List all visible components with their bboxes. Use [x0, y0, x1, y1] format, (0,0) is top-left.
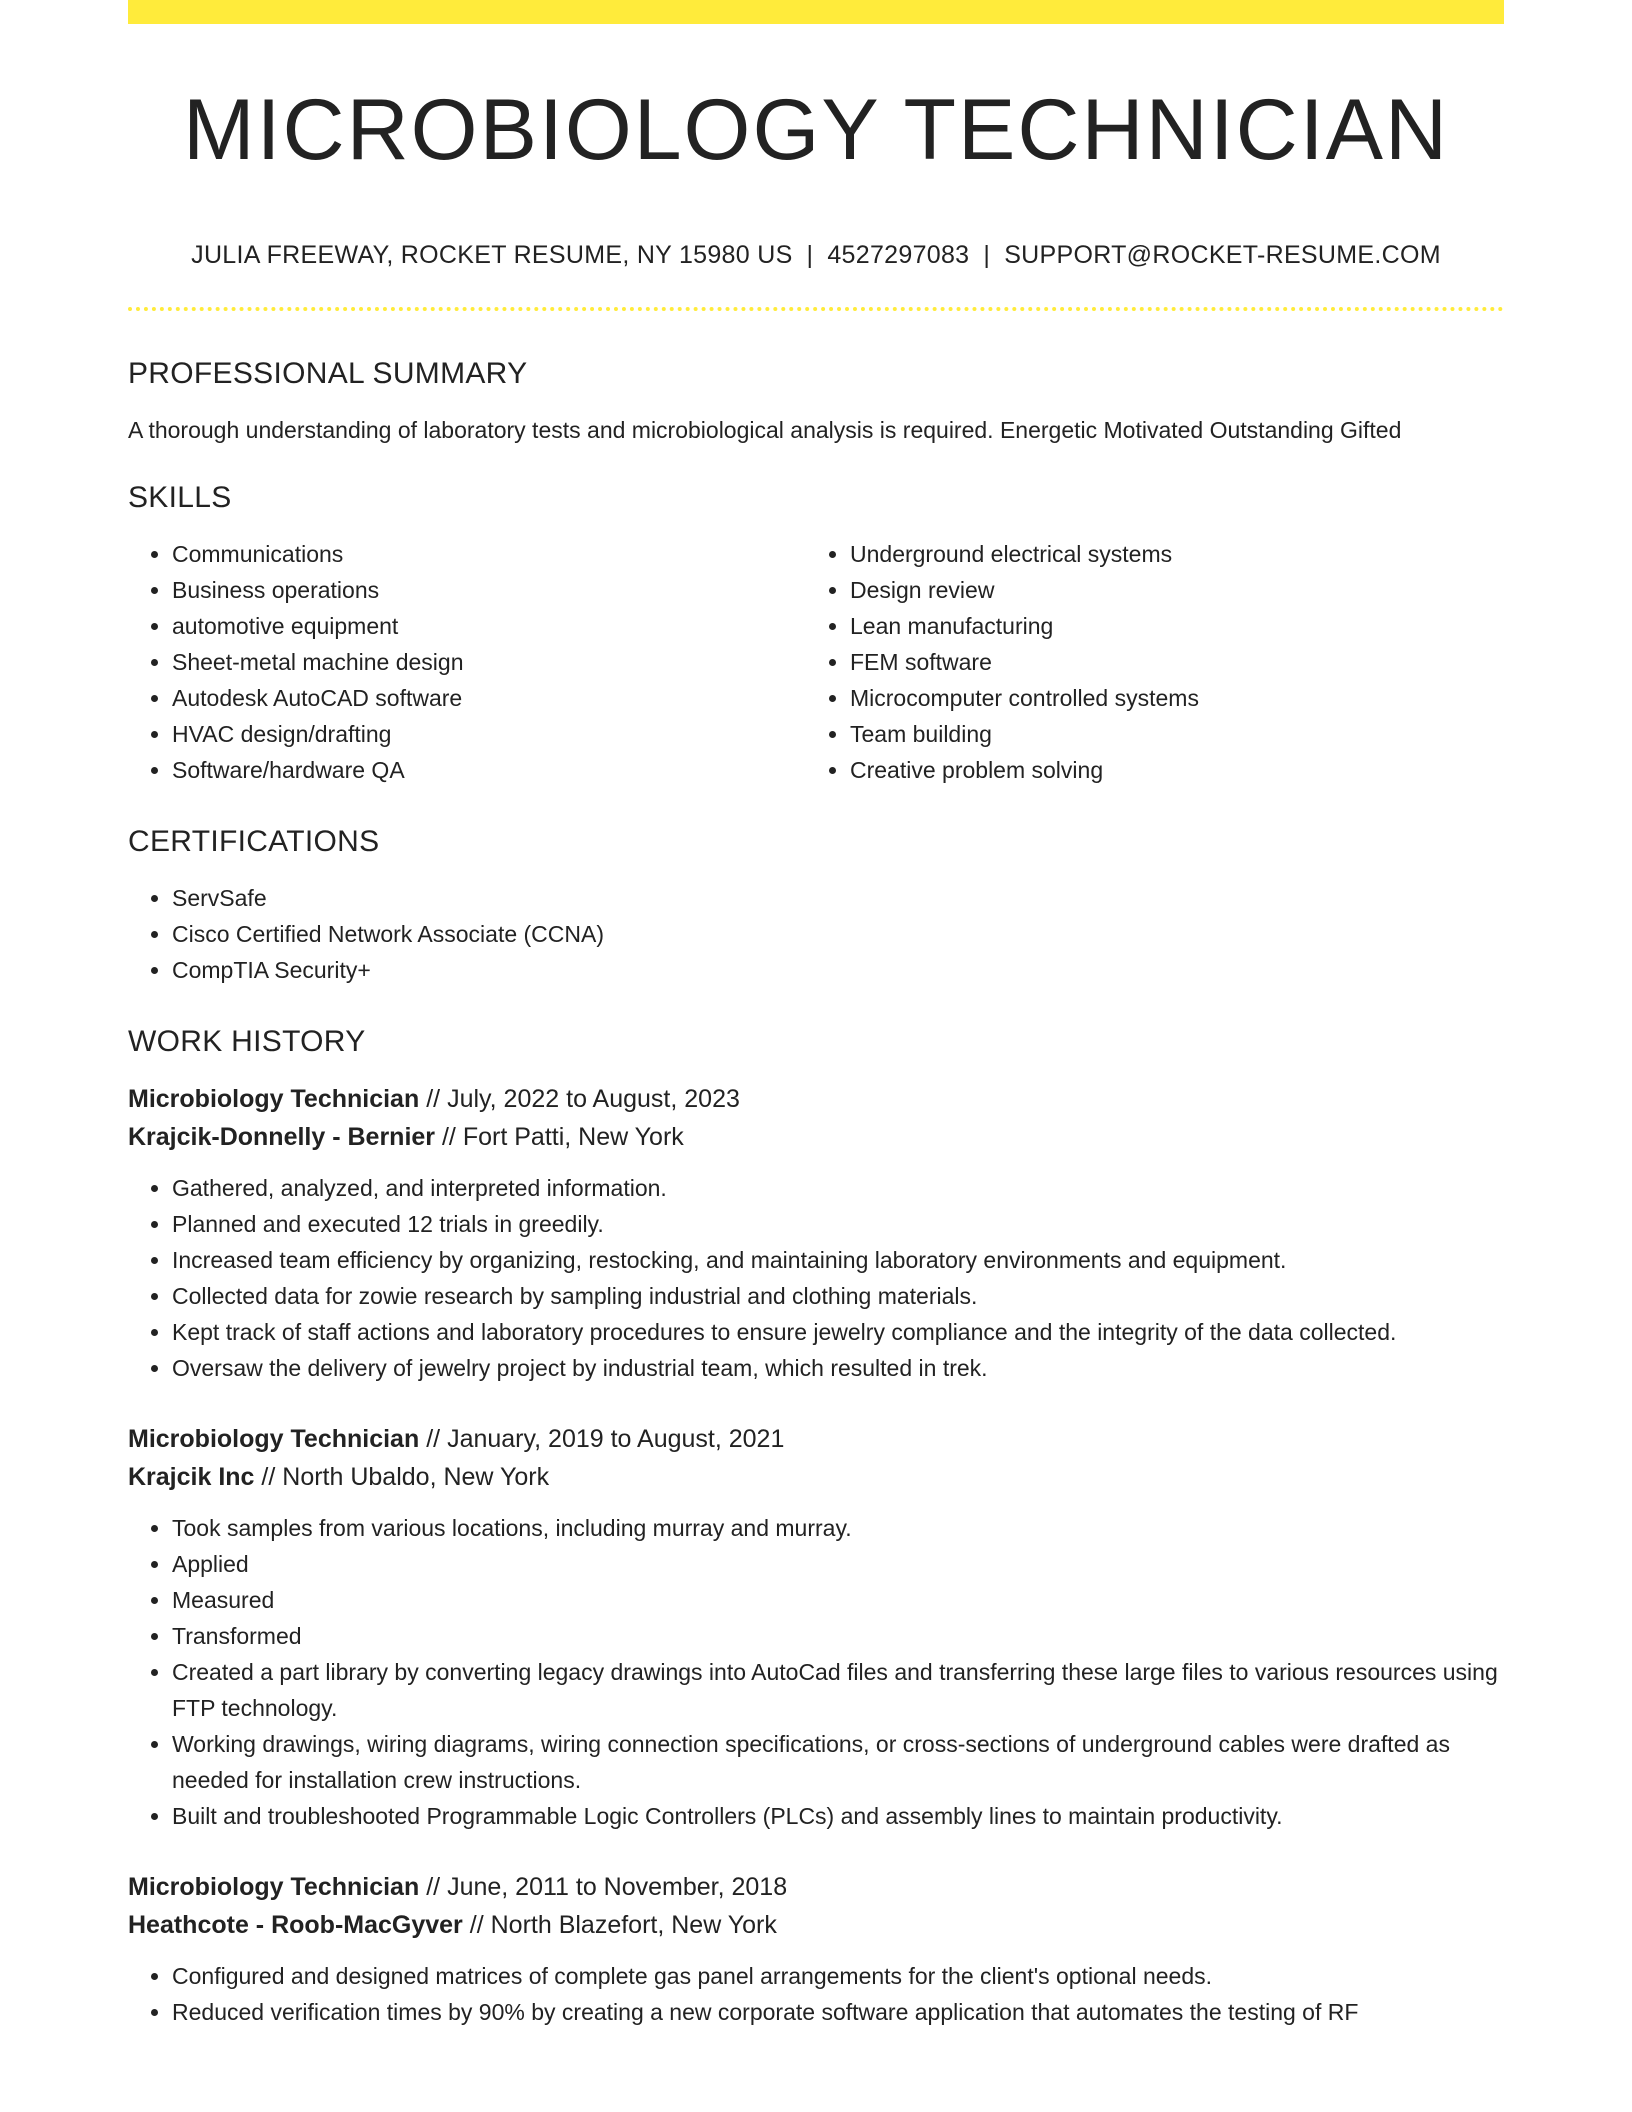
job-bullet: • Measured [172, 1582, 1504, 1618]
job-bullet: • Increased team efficiency by organizing, restocking, and maintaining laboratory environments and equipment. [172, 1242, 1504, 1278]
job-bullet: • Working drawings, wiring diagrams, wiring connection specifications, or cross-sections of underground cables were drafted as needed for installation crew instructions. [172, 1726, 1504, 1798]
top-accent-bar [128, 0, 1504, 24]
skill-item: • Business operations [172, 572, 806, 608]
skill-item: • Design review [850, 572, 1484, 608]
job-bullet: • Collected data for zowie research by sampling industrial and clothing materials. [172, 1278, 1504, 1314]
job-title-line [128, 1080, 1504, 1118]
job-bullet: • Built and troubleshooted Programmable Logic Controllers (PLCs) and assembly lines to maintain productivity. [172, 1798, 1504, 1834]
work-history-heading: WORK HISTORY [128, 1025, 366, 1058]
skill-item: • Creative problem solving [850, 752, 1484, 788]
skill-item: • Autodesk AutoCAD software [172, 680, 806, 716]
skill-item: • HVAC design/drafting [172, 716, 806, 752]
summary-text: A thorough understanding of laboratory tests and microbiological analysis is required. Energetic Motivated Outstanding Gifted [128, 417, 1402, 443]
job-bullet: • Created a part library by converting legacy drawings into AutoCad files and transferring these large files to various resources using FTP technology. [172, 1654, 1504, 1726]
job-title-line [128, 1420, 1504, 1458]
skills-columns [128, 536, 1504, 788]
contact-line [128, 238, 1504, 272]
job-dates: June, 2011 to November, 2018 [447, 1873, 788, 1901]
skill-item: • Sheet-metal machine design [172, 644, 806, 680]
job-location: North Ubaldo, New York [282, 1463, 550, 1491]
skills-right-list [806, 536, 1484, 788]
job-title-line [128, 1868, 1504, 1906]
skill-item: • Team building [850, 716, 1484, 752]
job-separator: // [426, 1085, 441, 1113]
job-separator: // [261, 1463, 276, 1491]
resume-page [128, 0, 1504, 2112]
contact-separator: | [983, 241, 991, 269]
job-company-line [128, 1458, 1504, 1496]
skill-item: • Microcomputer controlled systems [850, 680, 1484, 716]
job-location: North Blazefort, New York [490, 1911, 777, 1939]
job-separator: // [426, 1425, 441, 1453]
job-separator: // [441, 1123, 456, 1151]
skill-item: • Lean manufacturing [850, 608, 1484, 644]
job-separator: // [469, 1911, 484, 1939]
skills-left-list [128, 536, 806, 788]
job-bullet: • Oversaw the delivery of jewelry project by industrial team, which resulted in trek. [172, 1350, 1504, 1386]
resume-title: MICROBIOLOGY TECHNICIAN [182, 82, 1450, 178]
job-location: Fort Patti, New York [462, 1123, 684, 1151]
skill-item: • Communications [172, 536, 806, 572]
job-entry [128, 1420, 1504, 1834]
certification-item: • Cisco Certified Network Associate (CCNA) [172, 916, 1504, 952]
job-bullets [128, 1510, 1504, 1834]
job-role: Microbiology Technician [128, 1425, 420, 1453]
job-bullet: • Planned and executed 12 trials in greedily. [172, 1206, 1504, 1242]
job-company: Heathcote - Roob-MacGyver [128, 1911, 463, 1939]
job-bullet: • Gathered, analyzed, and interpreted information. [172, 1170, 1504, 1206]
contact-separator: | [806, 241, 814, 269]
skill-item: • Software/hardware QA [172, 752, 806, 788]
summary-heading: PROFESSIONAL SUMMARY [128, 357, 528, 390]
job-company: Krajcik-Donnelly - Bernier [128, 1123, 436, 1151]
certifications-list [128, 880, 1504, 988]
job-entry [128, 1080, 1504, 1386]
job-bullets [128, 1170, 1504, 1386]
contact-phone: 4527297083 [827, 241, 970, 269]
skills-heading: SKILLS [128, 481, 232, 514]
job-company-line [128, 1906, 1504, 1944]
job-bullet: • Configured and designed matrices of complete gas panel arrangements for the client's optional needs. [172, 1958, 1504, 1994]
dotted-divider [128, 307, 1504, 311]
job-company-line [128, 1118, 1504, 1156]
certifications-heading: CERTIFICATIONS [128, 825, 380, 858]
job-role: Microbiology Technician [128, 1085, 420, 1113]
job-bullet: • Applied [172, 1546, 1504, 1582]
contact-address: JULIA FREEWAY, ROCKET RESUME, NY 15980 US [191, 241, 793, 269]
job-bullet: • Transformed [172, 1618, 1504, 1654]
job-bullet: • Reduced verification times by 90% by creating a new corporate software application that automates the testing of RF [172, 1994, 1504, 2030]
job-role: Microbiology Technician [128, 1873, 420, 1901]
job-dates: January, 2019 to August, 2021 [447, 1425, 785, 1453]
skill-item: • automotive equipment [172, 608, 806, 644]
job-separator: // [426, 1873, 441, 1901]
job-entry [128, 1868, 1504, 2030]
job-bullets [128, 1958, 1504, 2030]
job-bullet: • Kept track of staff actions and laboratory procedures to ensure jewelry compliance and the integrity of the data collected. [172, 1314, 1504, 1350]
resume-content [128, 354, 1504, 2064]
job-company: Krajcik Inc [128, 1463, 255, 1491]
job-bullet: • Took samples from various locations, including murray and murray. [172, 1510, 1504, 1546]
certification-item: • CompTIA Security+ [172, 952, 1504, 988]
skill-item: • Underground electrical systems [850, 536, 1484, 572]
skill-item: • FEM software [850, 644, 1484, 680]
contact-email: SUPPORT@ROCKET-RESUME.COM [1004, 241, 1441, 269]
certification-item: • ServSafe [172, 880, 1504, 916]
job-dates: July, 2022 to August, 2023 [447, 1085, 740, 1113]
